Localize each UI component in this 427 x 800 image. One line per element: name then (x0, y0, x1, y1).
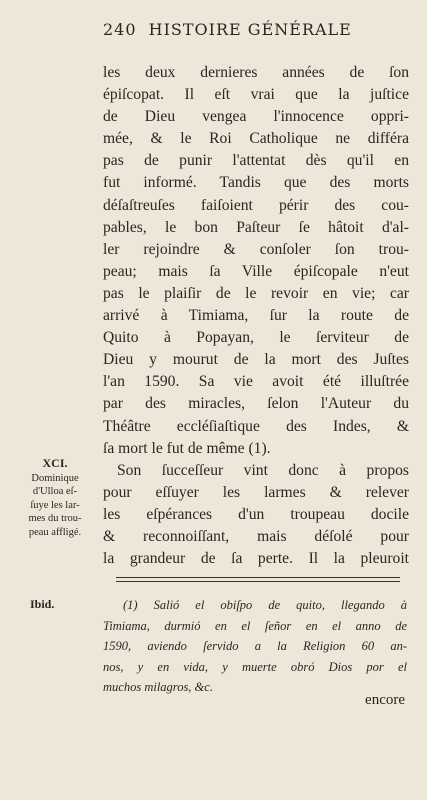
text-line: par des miracles, ſelon l'Auteur du (103, 395, 409, 413)
text-line: Théâtre eccléſiaſtique des Indes, & (103, 417, 409, 435)
text-line: Quito à Popayan, le ſerviteur de (103, 329, 409, 347)
margin-note-line: ſuye les lar- (30, 499, 80, 511)
text-line: les deux dernieres années de ſon (103, 64, 409, 81)
text-line: arrivé à Timiama, ſur la route de (103, 307, 409, 325)
footnote-line: Timiama, durmió en el ſeñor en el anno de (103, 618, 407, 633)
text-line: ſa mort le fut de même (1). (103, 439, 271, 457)
text-line: les eſpérances d'un troupeau docile (103, 505, 409, 523)
text-line: fut informé. Tandis que des morts (103, 174, 409, 192)
margin-note-number: XCI. (42, 456, 68, 470)
main-text (103, 62, 409, 570)
margin-note-line: peau affligé. (28, 526, 82, 538)
text-line: pour eſſuyer les larmes & relever (103, 483, 409, 501)
text-line: la grandeur de ſa perte. Il la pleuroit (103, 550, 409, 568)
text-line: mée, & le Roi Catholique ne différa (103, 130, 409, 148)
running-header (103, 20, 403, 39)
margin-note (14, 457, 96, 539)
text-line: déſaſtreuſes faiſoient périr des cou- (103, 196, 409, 214)
footnote-line: (1) Salió el obiſpo de quito, llegando à (123, 598, 407, 612)
text-line: peau; mais ſa Ville épiſcopale n'eut (103, 262, 409, 280)
text-line: épiſcopat. Il eſt vrai que la juſtice (103, 86, 409, 104)
footnote-line: 1590, aviendo ſervido a la Religion 60 an- (103, 639, 407, 653)
footnote-line: muchos milagros, &c. (103, 680, 213, 694)
text-line: & reconnoiſſant, mais déſolé pour (103, 527, 409, 545)
text-line: pables, le bon Paſteur ſe hâtoit d'al- (103, 218, 409, 236)
text-line: pas le plaiſir de le revoir en vie; car (103, 284, 409, 302)
text-line: ler rejoindre & conſoler ſon trou- (103, 240, 409, 258)
text-line: pas de punir l'attentat dès qu'il en (103, 152, 409, 170)
footnote (103, 595, 407, 698)
text-line: Son ſucceſſeur vint donc à propos (117, 461, 409, 479)
footnote-separator-rule (116, 577, 400, 582)
text-line: Dieu y mourut de la mort des Juſtes (103, 351, 409, 369)
page-number: 240 (103, 20, 137, 39)
margin-note-line: mes du trou- (28, 513, 82, 524)
ibid-note: Ibid. (30, 597, 55, 611)
running-title: HISTOIRE GÉNÉRALE (148, 20, 352, 39)
margin-note-line: Dominique (31, 472, 79, 484)
footnote-line: nos, y en vida, y muerte obró Dios por el (103, 659, 407, 674)
text-line: l'an 1590. Sa vie avoit été illuſtrée (103, 373, 409, 391)
catchword: encore (365, 692, 405, 708)
text-line: de Dieu vengea l'innocence oppri- (103, 108, 409, 126)
margin-note-line: d'Ulloa eſ- (32, 486, 78, 497)
